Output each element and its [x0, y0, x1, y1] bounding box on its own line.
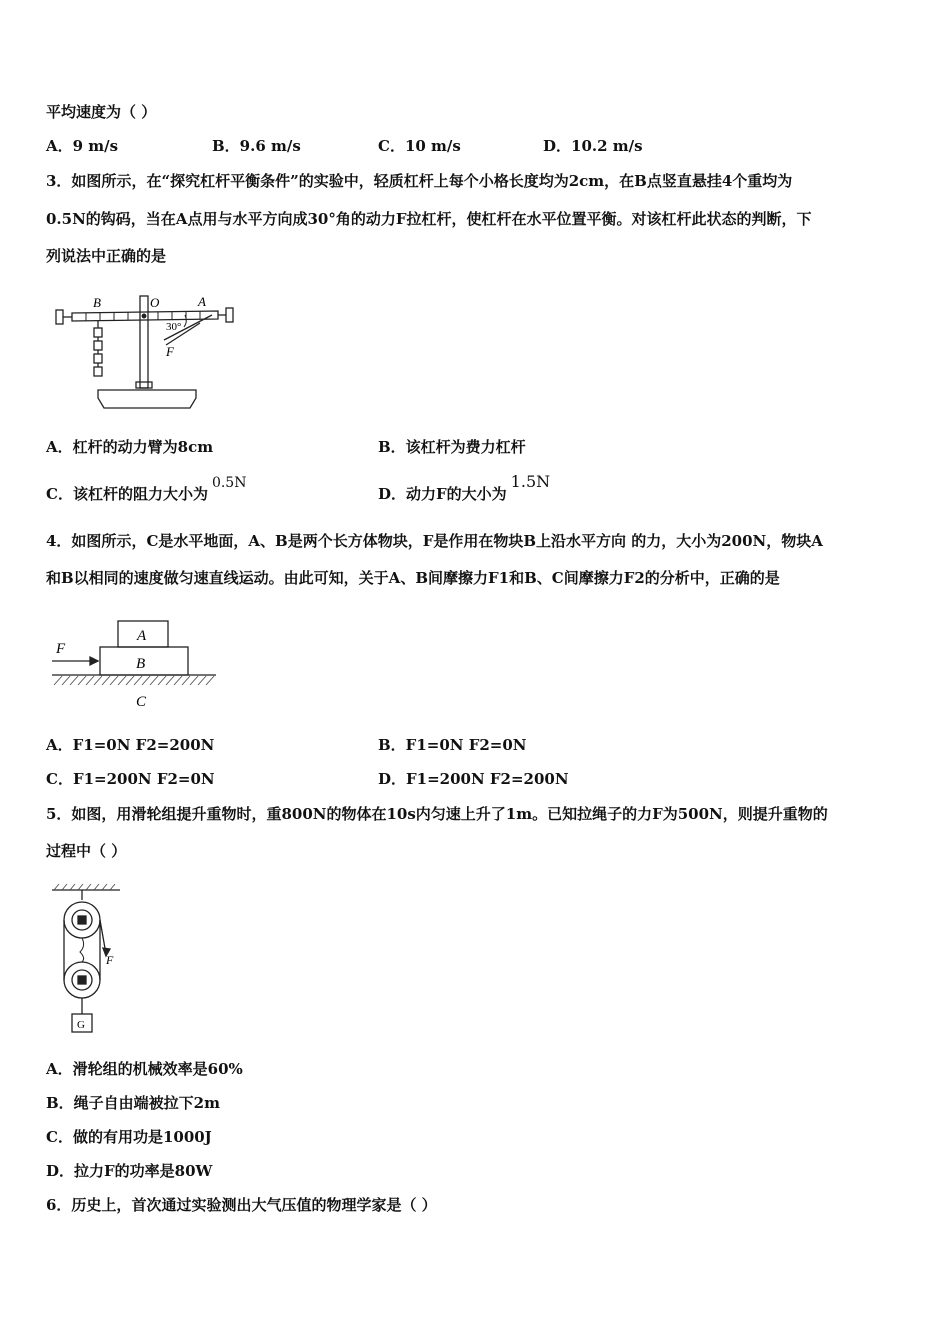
pulley-figure — [50, 884, 130, 1036]
q3-option-b: B．该杠杆为费力杠杆 — [378, 438, 526, 456]
q2-option-b: B．9.6 m/s — [212, 137, 301, 155]
q6-stem-line1: 6．历史上，首次通过实验测出大气压值的物理学家是（ ） — [46, 1196, 437, 1214]
q3-option-c-value: 0.5N — [211, 475, 247, 491]
lever-right-knob — [226, 308, 233, 322]
q5-option-b: B．绳子自由端被拉下2m — [46, 1094, 220, 1112]
q4-option-c: C．F1=200N F2=0N — [46, 770, 215, 788]
pulley-label-f: F — [106, 953, 114, 967]
q2-option-d: D．10.2 m/s — [543, 137, 643, 155]
q3-option-d — [378, 472, 551, 504]
hook-weight — [94, 367, 102, 376]
q5-stem-line1: 5．如图，用滑轮组提升重物时，重800N的物体在10s内匀速上升了1m。已知拉绳子的力F为500N，则提升重物的 — [46, 805, 828, 823]
hook-weight — [94, 328, 102, 337]
q4-stem-line2: 和B以相同的速度做匀速直线运动。由此可知，关于A、B间摩擦力F1和B、C间摩擦力F2的分析中，正确的是 — [46, 569, 780, 587]
lever-figure — [50, 290, 240, 415]
lever-label-a: A — [198, 294, 206, 309]
q5-option-c: C．做的有用功是1000J — [46, 1128, 212, 1146]
lever-base — [98, 390, 196, 408]
q4-option-d: D．F1=200N F2=200N — [378, 770, 569, 788]
hook-weight — [94, 354, 102, 363]
q5-option-a: A．滑轮组的机械效率是60% — [46, 1060, 243, 1078]
block-label-a: A — [137, 628, 147, 644]
q3-stem-line1: 3．如图所示，在“探究杠杆平衡条件”的实验中，轻质杠杆上每个小格长度均为2cm，在B点竖直悬挂4个重均为 — [46, 172, 793, 190]
q5-stem-line2: 过程中（ ） — [46, 842, 127, 860]
q4-stem-line1: 4．如图所示，C是水平地面，A、B是两个长方体物块，F是作用在物块B上沿水平方向 的力，大小为200N，物块A — [46, 532, 823, 550]
lever-label-o: O — [150, 295, 160, 310]
q5-option-d: D．拉力F的功率是80W — [46, 1162, 213, 1180]
q4-option-b: B．F1=0N F2=0N — [378, 736, 527, 754]
q3-option-d-text: D．动力F的大小为 — [378, 485, 507, 503]
force-label-f: F — [56, 641, 66, 657]
q3-stem-line2: 0.5N的钩码，当在A点用与水平方向成30°角的动力F拉杠杆，使杠杆在水平位置平衡。对该杠杆此状态的判断，下 — [46, 210, 812, 228]
lever-label-b: B — [93, 295, 101, 310]
block-label-b: B — [136, 656, 146, 672]
ground-label-c: C — [136, 694, 147, 710]
lever-left-knob — [56, 310, 63, 324]
q2-option-a: A．9 m/s — [46, 137, 119, 155]
q3-option-a: A．杠杆的动力臂为8cm — [46, 438, 214, 456]
hook-weight — [94, 341, 102, 350]
blocks-figure — [50, 613, 222, 713]
lever-stand-post — [140, 296, 148, 388]
q3-option-d-value: 1.5N — [510, 472, 551, 491]
q4-option-a: A．F1=0N F2=200N — [46, 736, 215, 754]
pulley-label-g: G — [77, 1019, 85, 1031]
lever-label-f: F — [166, 344, 174, 359]
q2-tail: 平均速度为（ ） — [46, 103, 157, 121]
q3-stem-line3: 列说法中正确的是 — [46, 247, 167, 265]
q3-option-c-text: C．该杠杆的阻力大小为 — [46, 485, 208, 503]
lever-label-angle: 30° — [166, 321, 182, 333]
q2-option-c: C．10 m/s — [378, 137, 461, 155]
q3-option-c — [46, 475, 247, 505]
